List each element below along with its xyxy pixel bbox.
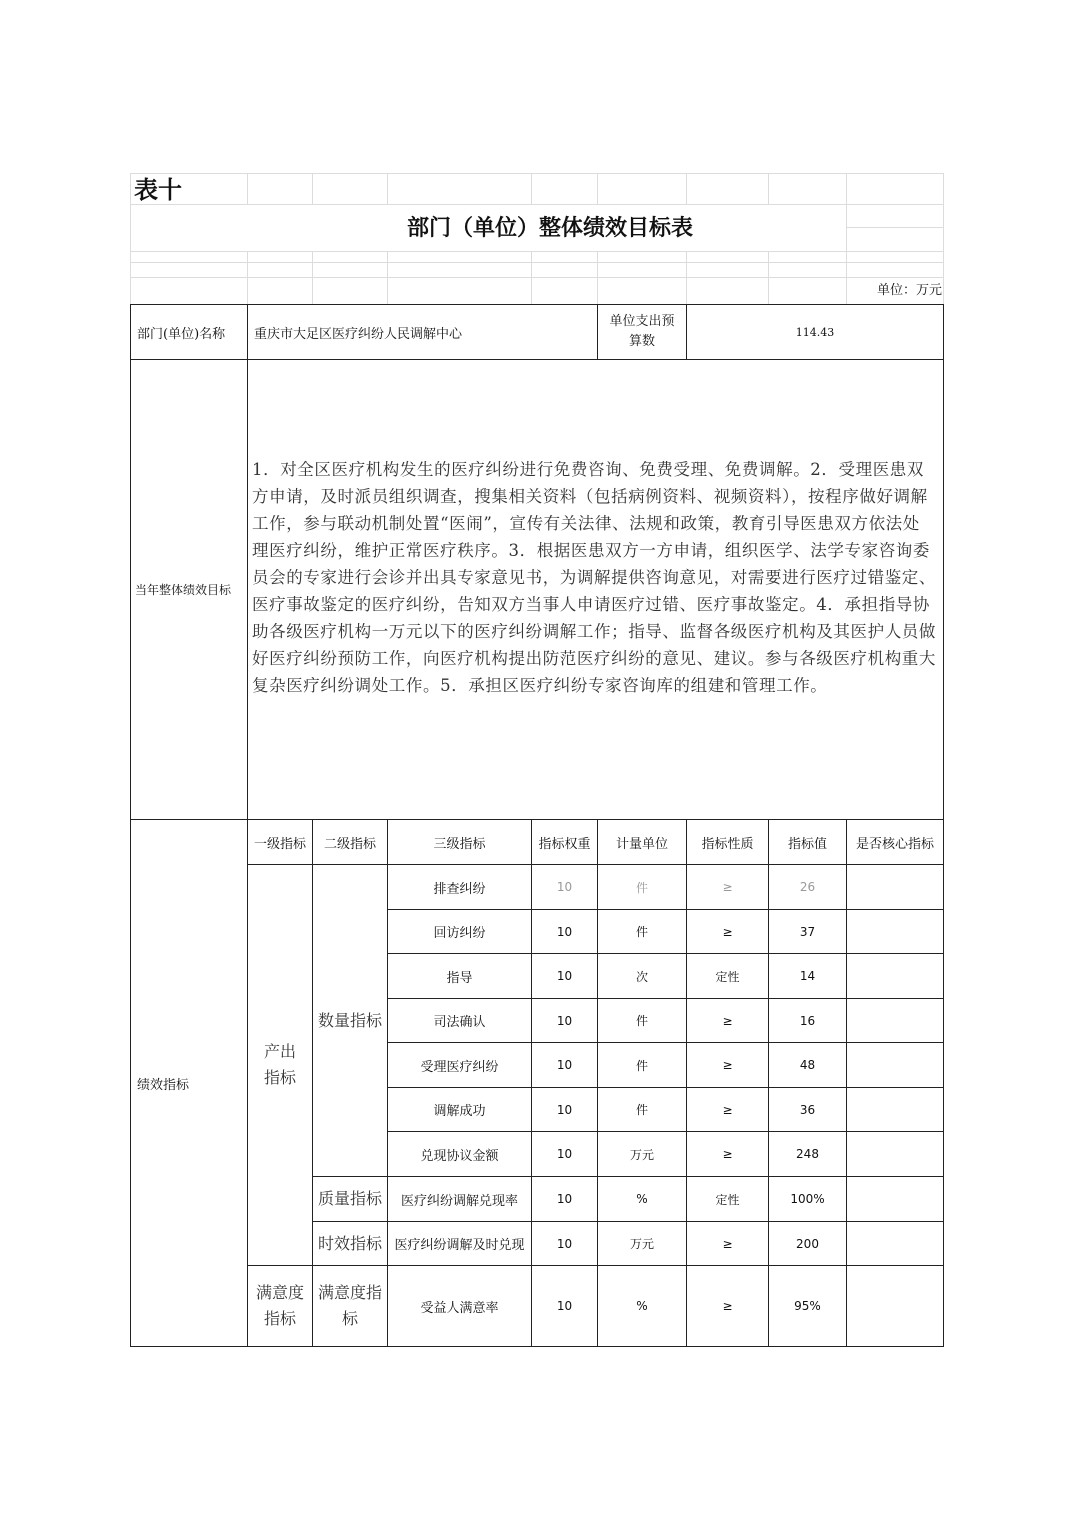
level1-output: 产出指标 (247, 864, 313, 1266)
indicator-unit: 件 (597, 864, 687, 910)
indicator-weight: 10 (531, 953, 598, 999)
indicator-nature: ≥ (686, 1131, 769, 1177)
indicator-unit: % (597, 1265, 687, 1347)
indicator-value: 26 (768, 864, 847, 910)
header-nature: 指标性质 (686, 819, 769, 865)
grid-line (130, 251, 944, 252)
indicator-value: 36 (768, 1087, 847, 1132)
indicator-nature: ≥ (686, 1042, 769, 1088)
indicator-name: 医疗纠纷调解兑现率 (387, 1176, 532, 1222)
indicator-name: 司法确认 (387, 998, 532, 1043)
indicator-nature: 定性 (686, 1176, 769, 1222)
indicator-weight: 10 (531, 864, 598, 910)
header-level2: 二级指标 (312, 819, 388, 865)
indicator-name: 医疗纠纷调解及时兑现 (387, 1221, 532, 1266)
indicator-weight: 10 (531, 1221, 598, 1266)
indicator-nature: ≥ (686, 998, 769, 1043)
grid-line (387, 251, 388, 304)
indicator-weight: 10 (531, 1176, 598, 1222)
grid-line (247, 173, 248, 204)
indicator-core (846, 953, 944, 999)
indicator-weight: 10 (531, 1087, 598, 1132)
dept-name-label: 部门(单位)名称 (130, 304, 248, 360)
grid-line (130, 204, 944, 205)
indicator-name: 受理医疗纠纷 (387, 1042, 532, 1088)
header-level3: 三级指标 (387, 819, 532, 865)
indicator-nature: ≥ (686, 909, 769, 954)
indicator-weight: 10 (531, 1131, 598, 1177)
indicator-value: 95% (768, 1265, 847, 1347)
grid-line (943, 173, 944, 304)
grid-line (130, 277, 944, 278)
grid-line (531, 251, 532, 304)
level1-satisfaction: 满意度指标 (247, 1265, 313, 1347)
level2-quality: 质量指标 (312, 1176, 388, 1222)
grid-line (597, 173, 598, 204)
indicator-weight: 10 (531, 998, 598, 1043)
indicator-core (846, 909, 944, 954)
dept-name-value: 重庆市大足区医疗纠纷人民调解中心 (247, 304, 598, 360)
indicator-core (846, 1221, 944, 1266)
budget-label: 单位支出预算数 (597, 304, 687, 360)
indicator-core (846, 1042, 944, 1088)
grid-line (846, 227, 944, 228)
indicator-name: 回访纠纷 (387, 909, 532, 954)
indicator-nature: ≥ (686, 1087, 769, 1132)
indicator-nature: ≥ (686, 1221, 769, 1266)
indicator-weight: 10 (531, 909, 598, 954)
grid-line (531, 173, 532, 204)
level2-quantity: 数量指标 (312, 864, 388, 1177)
indicator-value: 48 (768, 1042, 847, 1088)
indicator-unit: 万元 (597, 1131, 687, 1177)
indicator-core (846, 1131, 944, 1177)
grid-line (768, 173, 769, 204)
grid-line (387, 173, 388, 204)
indicator-weight: 10 (531, 1042, 598, 1088)
indicator-name: 调解成功 (387, 1087, 532, 1132)
indicator-core (846, 998, 944, 1043)
indicator-name: 兑现协议金额 (387, 1131, 532, 1177)
indicator-value: 248 (768, 1131, 847, 1177)
indicator-name: 排查纠纷 (387, 864, 532, 910)
grid-line (597, 251, 598, 304)
indicator-name: 受益人满意率 (387, 1265, 532, 1347)
indicator-name: 指导 (387, 953, 532, 999)
indicator-unit: 件 (597, 1042, 687, 1088)
indicator-unit: % (597, 1176, 687, 1222)
perf-label: 绩效指标 (130, 819, 248, 1347)
header-level1: 一级指标 (247, 819, 313, 865)
level2-satisfaction: 满意度指标 (312, 1265, 388, 1347)
grid-line (686, 173, 687, 204)
grid-line (130, 173, 944, 174)
page-title: 部门（单位）整体绩效目标表 (406, 215, 693, 241)
indicator-value: 100% (768, 1176, 847, 1222)
grid-line (312, 173, 313, 204)
indicator-weight: 10 (531, 1265, 598, 1347)
goal-text: 1．对全区医疗机构发生的医疗纠纷进行免费咨询、免费受理、免费调解。2．受理医患双方申请，及时派员组织调查，搜集相关资料（包括病例资料、视频资料），按程序做好调解工作，参与联动机制处置“医闹”，宣传有关法律、法规和政策，教育引导医患双方依法处理医疗纠纷，维护正常医疗秩序。3．根据医患双方一方申请，组织医学、法学专家咨询委员会的专家进行会诊并出具专家意见书，为调解提供咨询意见，对需要进行医疗过错鉴定、医疗事故鉴定的医疗纠纷，告知双方当事人申请医疗过错、医疗事故鉴定。4．承担指导协助各级医疗机构一万元以下的医疗纠纷调解工作；指导、监督各级医疗机构及其医护人员做好医疗纠纷预防工作，向医疗机构提出防范医疗纠纷的意见、建议。参与各级医疗机构重大复杂医疗纠纷调处工作。5．承担区医疗纠纷专家咨询库的组建和管理工作。 (252, 460, 936, 695)
indicator-unit: 件 (597, 909, 687, 954)
grid-line (247, 251, 248, 304)
indicator-nature: ≥ (686, 864, 769, 910)
indicator-value: 16 (768, 998, 847, 1043)
grid-line (768, 251, 769, 304)
indicator-nature: ≥ (686, 1265, 769, 1347)
grid-line (130, 262, 944, 263)
header-core: 是否核心指标 (846, 819, 944, 865)
indicator-core (846, 1265, 944, 1347)
indicator-unit: 件 (597, 998, 687, 1043)
level2-timeliness: 时效指标 (312, 1221, 388, 1266)
indicator-unit: 件 (597, 1087, 687, 1132)
table-number: 表十 (134, 175, 182, 204)
unit-note: 单位：万元 (876, 283, 942, 298)
grid-line (686, 251, 687, 304)
indicator-core (846, 864, 944, 910)
indicator-unit: 次 (597, 953, 687, 999)
indicator-nature: 定性 (686, 953, 769, 999)
goal-label: 当年整体绩效目标 (130, 359, 248, 820)
grid-line (312, 251, 313, 304)
indicator-core (846, 1087, 944, 1132)
header-unit: 计量单位 (597, 819, 687, 865)
indicator-value: 37 (768, 909, 847, 954)
header-value: 指标值 (768, 819, 847, 865)
budget-value: 114.43 (686, 304, 944, 360)
indicator-unit: 万元 (597, 1221, 687, 1266)
indicator-value: 200 (768, 1221, 847, 1266)
grid-line (130, 173, 131, 304)
indicator-value: 14 (768, 953, 847, 999)
header-weight: 指标权重 (531, 819, 598, 865)
indicator-core (846, 1176, 944, 1222)
